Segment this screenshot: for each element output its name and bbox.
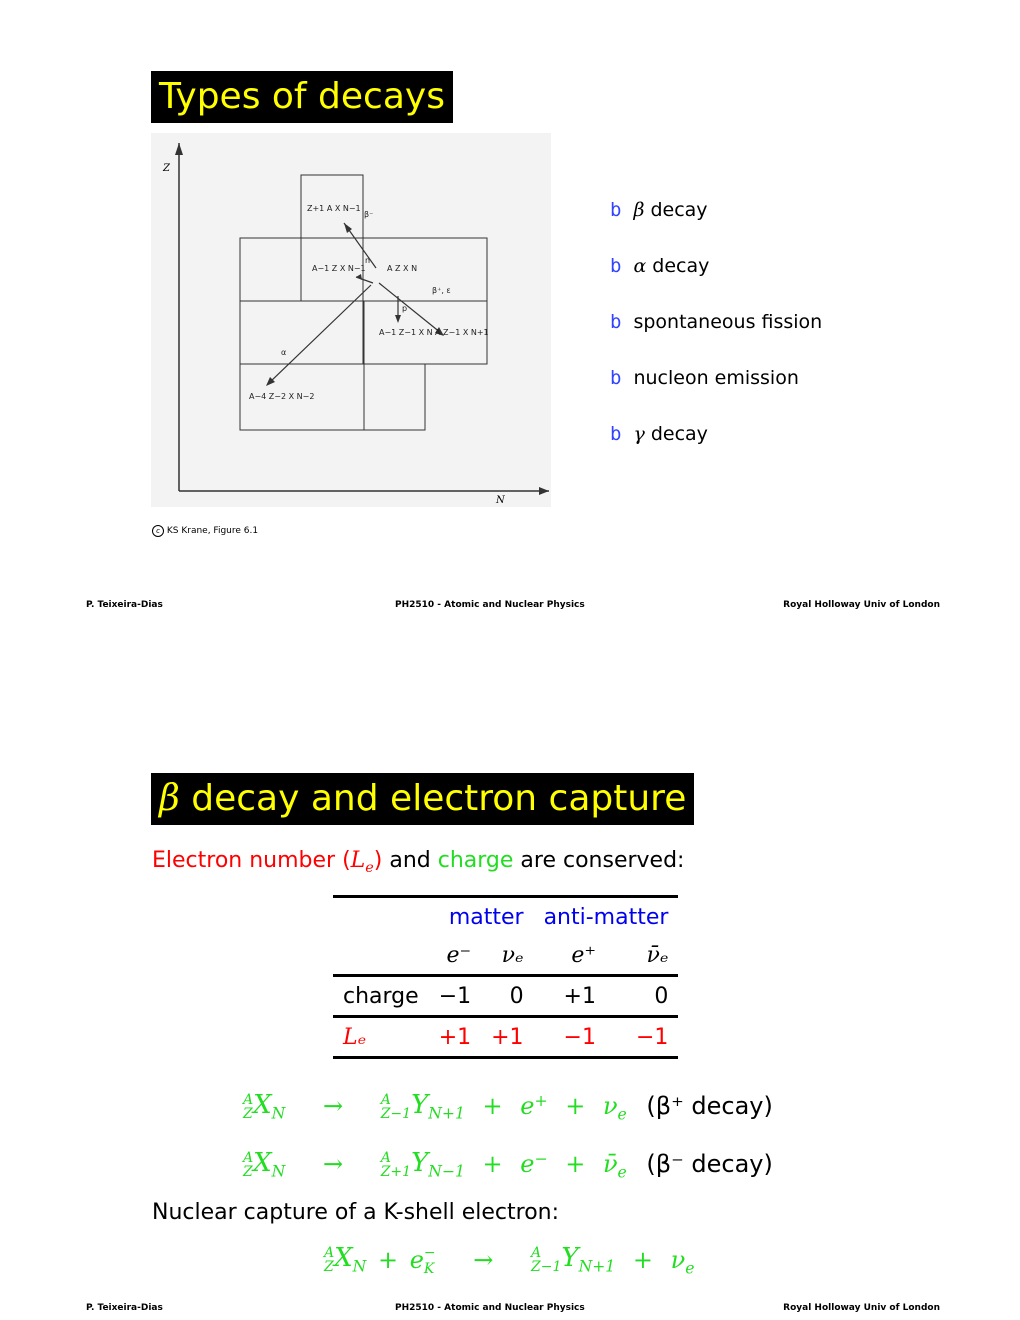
cell-right-label: A Z−1 X N+1: [435, 328, 489, 337]
nuclide-chart-diagram: [151, 133, 551, 507]
table-cell: −1: [429, 976, 481, 1017]
particle-electron: e⁻: [446, 942, 472, 968]
cell-top-label: Z+1 A X N−1: [307, 204, 361, 213]
copyright-icon: c: [152, 525, 164, 537]
beta-plus-label: (β⁺ decay): [646, 1092, 773, 1121]
slide-title: β decay and electron capture: [151, 773, 694, 825]
footer-course: PH2510 - Atomic and Nuclear Physics: [395, 600, 585, 610]
beta-minus-equation: A Z $X_N$ → A Z+1 $Y_{N-1} + e^-$ + $\nū_e$ (β⁻ decay): [243, 1148, 773, 1182]
particle-neutrino: νₑ: [501, 942, 524, 968]
p-label: p: [402, 304, 408, 313]
kshell-heading: Nuclear capture of a K-shell electron:: [152, 1200, 560, 1225]
beta-minus-label: β⁻: [364, 210, 374, 219]
table-cell: 0: [606, 976, 678, 1017]
particle-antineutrino: ν̄ₑ: [646, 942, 669, 968]
list-item: b γ decay: [610, 423, 708, 445]
electron-capture-equation: A Z $X_N + e$ − K → A Z−1 $Y_{N+1} + \nu_e$: [324, 1243, 695, 1277]
footer-institution: Royal Holloway Univ of London: [783, 600, 940, 610]
slide-title: Types of decays: [151, 71, 453, 123]
list-item: b β decay: [610, 199, 708, 221]
alpha-label: α: [281, 348, 287, 357]
cell-alpha-label: A−4 Z−2 X N−2: [249, 392, 315, 401]
axis-n-label: N: [496, 495, 505, 506]
particle-positron: e⁺: [571, 942, 596, 968]
footer-course: PH2510 - Atomic and Nuclear Physics: [395, 1303, 585, 1313]
bullet-icon: b: [610, 311, 622, 333]
footer-institution: Royal Holloway Univ of London: [783, 1303, 940, 1313]
bullet-icon: b: [610, 199, 622, 221]
table-cell: +1: [429, 1017, 481, 1058]
matter-header: matter: [429, 897, 534, 937]
bullet-icon: b: [610, 367, 622, 389]
list-item: b spontaneous fission: [610, 311, 823, 333]
table-cell: 0: [481, 976, 533, 1017]
charge-row-label: charge: [333, 976, 429, 1017]
axis-z-label: Z: [163, 163, 170, 174]
n-label: n: [365, 256, 371, 265]
cell-center-label: A Z X N: [387, 264, 418, 273]
beta-minus-label: (β⁻ decay): [646, 1150, 773, 1179]
table-cell: +1: [481, 1017, 533, 1058]
table-cell: +1: [534, 976, 606, 1017]
table-cell: −1: [534, 1017, 606, 1058]
cell-left-label: A−1 Z X N−1: [312, 264, 366, 273]
bullet-icon: b: [610, 255, 622, 277]
cell-below-label: A−1 Z−1 X N: [379, 328, 433, 337]
footer-author: P. Teixeira-Dias: [86, 1303, 163, 1313]
le-row-label: Lₑ: [333, 1017, 429, 1058]
antimatter-header: anti-matter: [534, 897, 679, 937]
decay-types-list: [610, 194, 822, 474]
bullet-icon: b: [610, 423, 622, 445]
figure-caption: c KS Krane, Figure 6.1: [152, 525, 258, 537]
conservation-table: [333, 895, 678, 1059]
list-item: b nucleon emission: [610, 367, 799, 389]
table-cell: −1: [606, 1017, 678, 1058]
decay-chart-figure: [151, 133, 551, 507]
beta-plus-label: β⁺, ε: [432, 286, 451, 295]
conservation-statement: Electron number $(L_e)$ and charge are conserved:: [152, 848, 685, 876]
list-item: b α decay: [610, 255, 710, 277]
footer-author: P. Teixeira-Dias: [86, 600, 163, 610]
beta-plus-equation: A Z $X_N$ → A Z−1 $Y_{N+1} + e^+ + \nu_e$ (β⁺ decay): [243, 1090, 773, 1124]
